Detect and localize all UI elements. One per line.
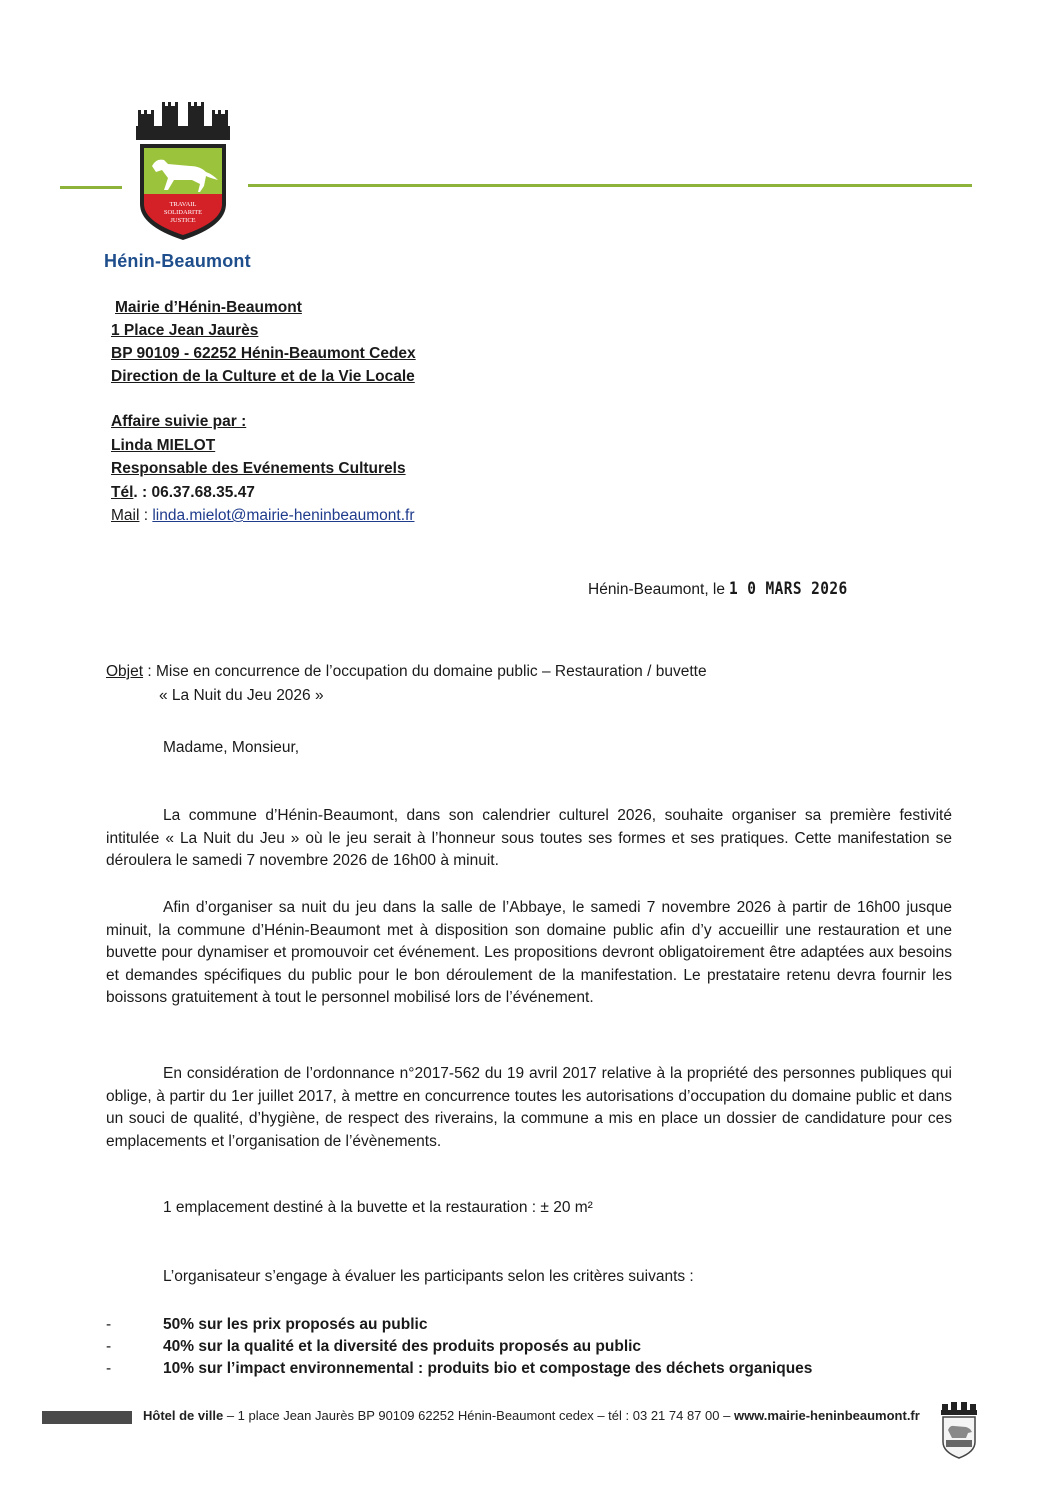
body-paragraph-text: La commune d’Hénin-Beaumont, dans son calendrier culturel 2026, souhaite organiser sa première festivité intitulée « La Nuit du Jeu » où le jeu serait à l’honneur sous toutes ses formes et ses pratiques. Cette manifestation se déroulera le samedi 7 novembre 2026 de 16h00 à minuit.: [106, 807, 952, 869]
salutation: Madame, Monsieur,: [163, 739, 300, 756]
criteria-list: [106, 1314, 812, 1380]
footer-website-link[interactable]: www.mairie-heninbeaumont.fr: [733, 1408, 920, 1423]
criteria-item-text: 10% sur l’impact environnemental : produits bio et compostage des déchets organiques: [163, 1360, 813, 1377]
footer-bar: [42, 1411, 132, 1424]
subject-label: Objet: [106, 663, 144, 680]
footer-text: [143, 1408, 920, 1423]
bullet-dash: -: [106, 1338, 112, 1355]
body-paragraph: [106, 897, 952, 1010]
contact-mail-line: [111, 504, 414, 528]
footer-label: Hôtel de ville: [143, 1408, 224, 1423]
footer-crest-icon: [940, 1400, 978, 1460]
footer-address: – 1 place Jean Jaurès BP 90109 62252 Hénin-Beaumont cedex – tél : 03 21 74 87 00 –: [223, 1408, 734, 1423]
phone-label: Tél: [111, 483, 134, 501]
sender-address-line: Direction de la Culture et de la Vie Locale: [111, 368, 415, 385]
dateline: [588, 579, 869, 599]
body-paragraph: [106, 1063, 952, 1153]
sender-address-line: Mairie d’Hénin-Beaumont: [115, 299, 302, 316]
body-paragraph-text: En considération de l’ordonnance n°2017-562 du 19 avril 2017 relative à la propriété des personnes publiques qui oblige, à partir du 1er juillet 2017, à mettre en concurrence toutes les autorisations d’occupation du domaine public et dans un souci de qualité, d’hygiène, de respect des riverains, la commune a mis en place un dossier de candidature pour ces emplacements et l’organisation de l’évènements.: [106, 1065, 952, 1150]
subject-line-1: Mise en concurrence de l’occupation du domaine public – Restauration / buvette: [155, 663, 707, 680]
bullet-dash: -: [106, 1360, 112, 1377]
mail-separator: :: [139, 507, 153, 524]
criteria-item-text: 40% sur la qualité et la diversité des produits proposés au public: [163, 1338, 642, 1355]
criteria-item: [106, 1314, 812, 1336]
contact-phone-line: [111, 481, 414, 505]
criteria-item: [106, 1358, 812, 1380]
header-rule-right: [248, 184, 972, 187]
sender-address-line: BP 90109 - 62252 Hénin-Beaumont Cedex: [111, 345, 416, 362]
emplacement-line: 1 emplacement destiné à la buvette et la restauration : ± 20 m²: [163, 1199, 593, 1216]
dateline-place: Hénin-Beaumont, le: [588, 581, 730, 598]
followed-by-label: Affaire suivie par :: [111, 413, 247, 430]
crest-motto-line: JUSTICE: [170, 217, 196, 224]
criteria-item-text: 50% sur les prix proposés au public: [163, 1316, 428, 1333]
email-link[interactable]: linda.mielot@mairie-heninbeaumont.fr: [152, 507, 415, 524]
mail-label: Mail: [111, 507, 140, 524]
city-crest-logo-icon: [134, 100, 232, 242]
date-stamp: 1 0 MARS 2026: [729, 579, 848, 599]
contact-name: Linda MIELOT: [111, 436, 216, 454]
crest-motto-line: TRAVAIL: [169, 201, 197, 208]
header-rule-left: [60, 186, 122, 189]
body-paragraph: [106, 805, 952, 873]
phone-number: 06.37.68.35.47: [151, 483, 255, 501]
phone-separator: . :: [133, 483, 152, 501]
body-paragraph-text: Afin d’organiser sa nuit du jeu dans la salle de l’Abbaye, le samedi 7 novembre 2026 à partir de 16h00 jusque minuit, la commune d’Hénin-Beaumont met à disposition son domaine public afin d’y accueillir une restauration et une buvette pour dynamiser et promouvoir cet événement. Les propositions devront obligatoirement être adaptées aux besoins et demandes spécifiques du public pour le bon déroulement de la manifestation. Le prestataire retenu devra fournir les boissons gratuitement à tout le personnel mobilisé lors de l’événement.: [106, 899, 952, 1006]
bullet-dash: -: [106, 1316, 112, 1333]
criteria-intro: L’organisateur s’engage à évaluer les participants selon les critères suivants :: [163, 1268, 694, 1285]
sender-address: [111, 296, 416, 388]
sender-address-line: 1 Place Jean Jaurès: [111, 322, 259, 339]
subject-block: [106, 660, 707, 708]
contact-block: [111, 410, 414, 528]
subject-line-2: « La Nuit du Jeu 2026 »: [159, 687, 324, 704]
subject-separator: :: [143, 663, 156, 680]
criteria-item: [106, 1336, 812, 1358]
contact-role: Responsable des Evénements Culturels: [111, 460, 406, 477]
crest-motto-line: SOLIDARITE: [163, 209, 203, 216]
city-name-wordmark: Hénin-Beaumont: [104, 251, 251, 271]
